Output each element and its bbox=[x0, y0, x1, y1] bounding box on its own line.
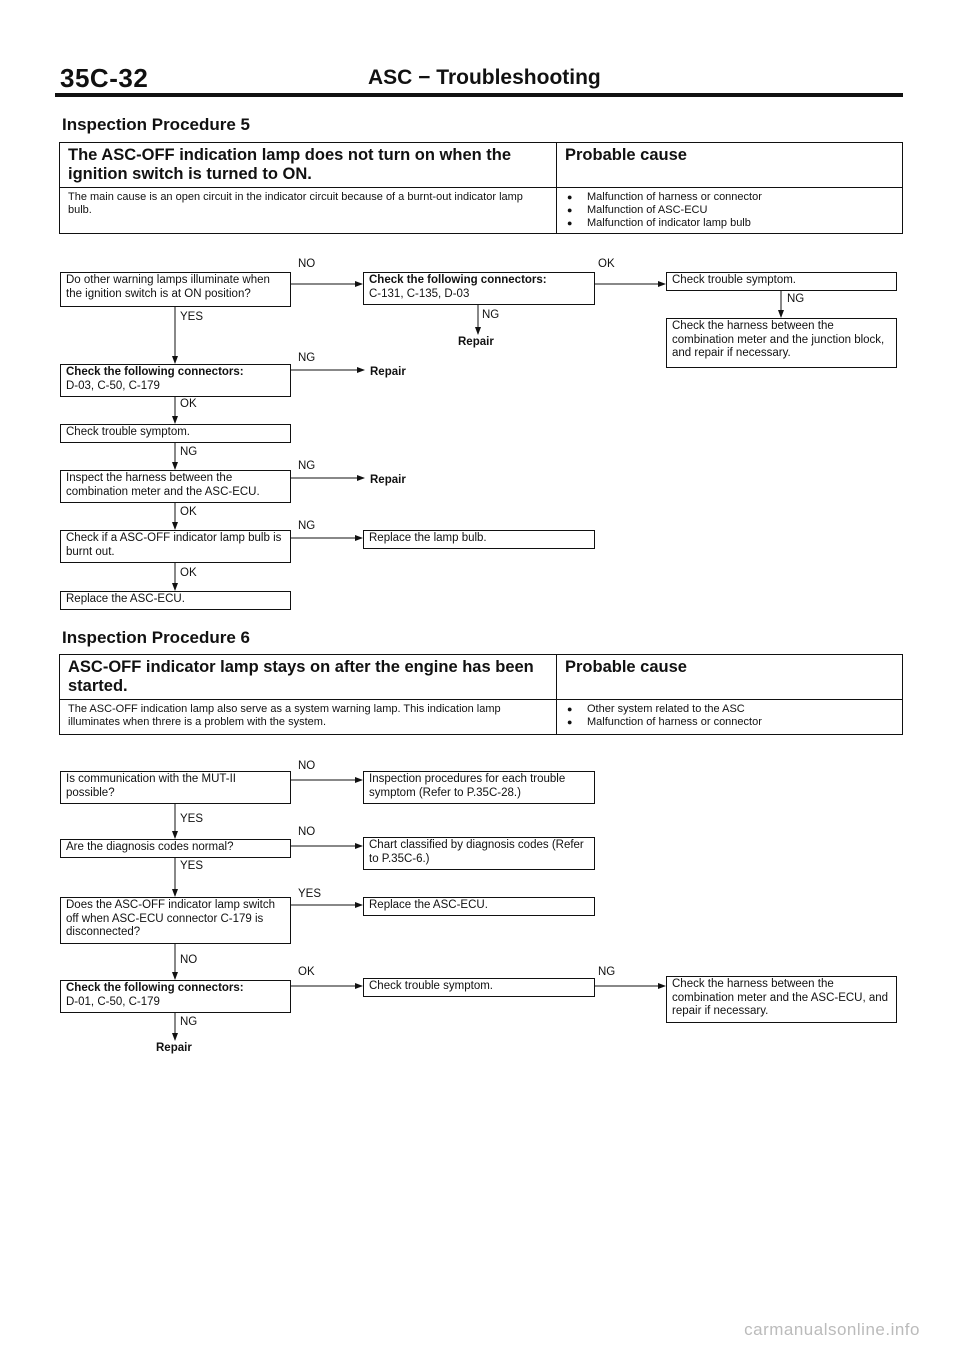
label-yes: YES bbox=[180, 860, 204, 872]
p6-harness-check: Check the harness between the combination meter and the ASC-ECU, and repair if necessary. bbox=[666, 976, 897, 1023]
label-yes: YES bbox=[180, 813, 204, 825]
running-header: ASC − Troubleshooting bbox=[368, 66, 601, 89]
label-ng: NG bbox=[298, 520, 316, 532]
repair-label: Repair bbox=[370, 474, 406, 486]
connectors-title: Check the following connectors: bbox=[66, 982, 244, 994]
cause-item: ● Other system related to the ASC bbox=[565, 703, 894, 716]
proc6-cause-heading: Probable cause bbox=[557, 655, 903, 700]
p5-check-connectors-2 bbox=[60, 364, 291, 397]
proc6-symptom: ASC-OFF indicator lamp stays on after the engine has been started. bbox=[60, 655, 557, 700]
p6-question-diag-codes: Are the diagnosis codes normal? bbox=[60, 839, 291, 858]
page-number: 35C-32 bbox=[60, 63, 149, 93]
label-ng: NG bbox=[180, 446, 198, 458]
label-no: NO bbox=[298, 760, 316, 772]
p6-question-mut-comm: Is communication with the MUT-II possible? bbox=[60, 771, 291, 804]
proc5-cause-heading: Probable cause bbox=[557, 143, 903, 188]
label-no: NO bbox=[180, 954, 198, 966]
repair-label: Repair bbox=[458, 336, 494, 348]
cause-item: ● Malfunction of ASC-ECU bbox=[565, 204, 894, 217]
proc5-symptom: The ASC-OFF indication lamp does not turn on when the ignition switch is turned to ON. bbox=[60, 143, 557, 188]
p5-question-warning-lamps: Do other warning lamps illuminate when the ignition switch is at ON position? bbox=[60, 272, 291, 307]
label-ng: NG bbox=[180, 1016, 198, 1028]
label-ng: NG bbox=[298, 352, 316, 364]
label-ng: NG bbox=[298, 460, 316, 472]
p6-ref-trouble-symptom: Inspection procedures for each trouble symptom (Refer to P.35C-28.) bbox=[363, 771, 595, 804]
label-ok: OK bbox=[598, 258, 615, 270]
proc5-heading: Inspection Procedure 5 bbox=[62, 115, 250, 134]
repair-label: Repair bbox=[370, 366, 406, 378]
repair-label: Repair bbox=[156, 1042, 192, 1054]
header-rule bbox=[55, 93, 903, 97]
p6-check-connectors bbox=[60, 980, 291, 1013]
p6-replace-ecu: Replace the ASC-ECU. bbox=[363, 897, 595, 916]
label-no: NO bbox=[298, 826, 316, 838]
p5-check-connectors-1 bbox=[363, 272, 595, 305]
p6-question-ecu-disconnect: Does the ASC-OFF indicator lamp switch off when ASC-ECU connector C-179 is disconnected? bbox=[60, 897, 291, 944]
label-ok: OK bbox=[298, 966, 315, 978]
label-ng: NG bbox=[598, 966, 616, 978]
connectors-title: Check the following connectors: bbox=[369, 274, 547, 286]
label-yes: YES bbox=[180, 311, 204, 323]
proc6-description: The ASC-OFF indication lamp also serve as a system warning lamp. This indication lamp illuminates when threre is a problem with the system. bbox=[60, 700, 557, 735]
label-ok: OK bbox=[180, 506, 197, 518]
p6-check-symptom: Check trouble symptom. bbox=[363, 978, 595, 997]
label-ng: NG bbox=[787, 293, 805, 305]
label-no: NO bbox=[298, 258, 316, 270]
connectors-title: Check the following connectors: bbox=[66, 366, 244, 378]
connectors-list: C-131, C-135, D-03 bbox=[369, 287, 470, 300]
label-ok: OK bbox=[180, 398, 197, 410]
proc5-summary-table bbox=[59, 142, 903, 234]
connectors-list: D-03, C-50, C-179 bbox=[66, 379, 160, 392]
p5-inspect-harness: Inspect the harness between the combination meter and the ASC-ECU. bbox=[60, 470, 291, 503]
p5-check-symptom-1: Check trouble symptom. bbox=[666, 272, 897, 291]
cause-item: ● Malfunction of harness or connector bbox=[565, 191, 894, 204]
proc5-cause-list bbox=[557, 188, 903, 234]
watermark: carmanualsonline.info bbox=[744, 1320, 920, 1339]
cause-item: ● Malfunction of indicator lamp bulb bbox=[565, 217, 894, 230]
connectors-list: D-01, C-50, C-179 bbox=[66, 995, 160, 1008]
p5-replace-lamp-bulb: Replace the lamp bulb. bbox=[363, 530, 595, 549]
label-ng: NG bbox=[482, 309, 500, 321]
proc6-summary-table bbox=[59, 654, 903, 735]
proc5-description: The main cause is an open circuit in the indicator circuit because of a burnt-out indicator lamp bulb. bbox=[60, 188, 557, 234]
cause-item: ● Malfunction of harness or connector bbox=[565, 716, 894, 729]
p6-ref-diag-chart: Chart classified by diagnosis codes (Refer to P.35C-6.) bbox=[363, 837, 595, 870]
label-yes: YES bbox=[298, 888, 322, 900]
p5-harness-check-1: Check the harness between the combination meter and the junction block, and repair if necessary. bbox=[666, 318, 897, 368]
label-ok: OK bbox=[180, 567, 197, 579]
p5-check-symptom-2: Check trouble symptom. bbox=[60, 424, 291, 443]
proc6-heading: Inspection Procedure 6 bbox=[62, 628, 250, 647]
p5-replace-ecu: Replace the ASC-ECU. bbox=[60, 591, 291, 610]
p5-check-lamp-bulb: Check if a ASC-OFF indicator lamp bulb is burnt out. bbox=[60, 530, 291, 563]
proc6-cause-list bbox=[557, 700, 903, 735]
